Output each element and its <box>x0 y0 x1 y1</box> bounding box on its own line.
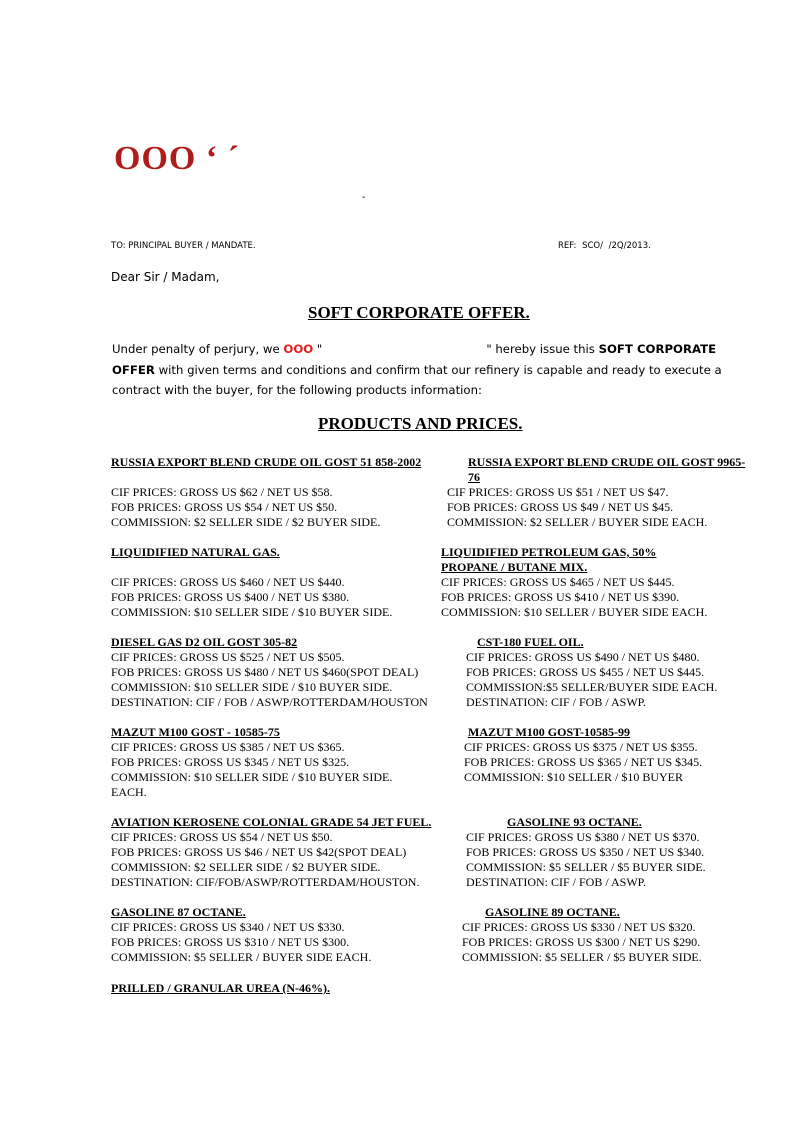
product-line: CIF PRICES: GROSS US $340 / NET US $330. <box>111 920 345 934</box>
product-heading: GASOLINE 93 OCTANE. <box>507 815 642 829</box>
product-line: FOB PRICES: GROSS US $345 / NET US $325. <box>111 755 350 769</box>
product-block <box>111 725 451 800</box>
product-line: COMMISSION: $10 SELLER / BUYER SIDE EACH. <box>441 605 708 619</box>
product-block <box>485 905 685 920</box>
product-line: CIF PRICES: GROSS US $490 / NET US $480. <box>466 650 700 664</box>
product-block <box>447 485 787 530</box>
intro-text-4: with given terms and conditions and confirm that our refinery is capable and ready to execute a contract with the buyer, for the following products information: <box>112 362 722 397</box>
product-line: EACH. <box>111 785 147 799</box>
product-line: FOB PRICES: GROSS US $310 / NET US $300. <box>111 935 350 949</box>
intro-text-1: Under penalty of perjury, we <box>112 342 284 356</box>
product-heading: GASOLINE 89 OCTANE. <box>485 905 620 919</box>
product-heading: LIQUIDIFIED PETROLEUM GAS, 50% PROPANE / BUTANE MIX. <box>441 545 657 574</box>
product-block <box>111 455 451 530</box>
product-line: FOB PRICES: GROSS US $410 / NET US $390. <box>441 590 680 604</box>
product-block <box>462 920 800 965</box>
intro-bold: SOFT CORPORATE OFFER <box>112 342 717 377</box>
product-block <box>111 815 451 890</box>
product-block <box>111 635 451 710</box>
to-line: TO: PRINCIPAL BUYER / MANDATE. <box>111 241 256 251</box>
product-heading: GASOLINE 87 OCTANE. <box>111 905 246 919</box>
product-line: DESTINATION: CIF / FOB / ASWP. <box>466 875 647 889</box>
intro-paragraph <box>112 339 722 401</box>
product-block <box>468 455 748 485</box>
product-line: DESTINATION: CIF / FOB / ASWP/ROTTERDAM/HOUSTON <box>111 695 428 709</box>
product-line: CIF PRICES: GROSS US $460 / NET US $440. <box>111 575 345 589</box>
product-line: FOB PRICES: GROSS US $400 / NET US $380. <box>111 590 350 604</box>
product-heading: AVIATION KEROSENE COLONIAL GRADE 54 JET FUEL. <box>111 815 432 829</box>
product-line: COMMISSION: $2 SELLER SIDE / $2 BUYER SIDE. <box>111 860 381 874</box>
product-line: COMMISSION: $10 SELLER / $10 BUYER <box>464 770 684 784</box>
product-line: FOB PRICES: GROSS US $300 / NET US $290. <box>462 935 701 949</box>
intro-text-3: " hereby issue this <box>486 342 599 356</box>
product-block <box>111 905 451 965</box>
product-line: COMMISSION: $10 SELLER SIDE / $10 BUYER SIDE. <box>111 680 393 694</box>
product-block <box>477 635 800 650</box>
salutation: Dear Sir / Madam, <box>111 270 220 284</box>
product-heading: CST-180 FUEL OIL. <box>477 635 584 649</box>
product-block <box>468 725 800 740</box>
product-line: FOB PRICES: GROSS US $49 / NET US $45. <box>447 500 674 514</box>
product-line: COMMISSION: $10 SELLER SIDE / $10 BUYER SIDE. <box>111 605 393 619</box>
product-heading: RUSSIA EXPORT BLEND CRUDE OIL GOST 9965-76 <box>468 455 746 484</box>
product-line: CIF PRICES: GROSS US $51 / NET US $47. <box>447 485 669 499</box>
product-line: COMMISSION:$5 SELLER/BUYER SIDE EACH. <box>466 680 718 694</box>
product-line: COMMISSION: $5 SELLER / BUYER SIDE EACH. <box>111 950 372 964</box>
product-block <box>111 545 451 620</box>
letterhead-dash: - <box>362 192 366 203</box>
product-line: DESTINATION: CIF/FOB/ASWP/ROTTERDAM/HOUSTON. <box>111 875 420 889</box>
offer-title: SOFT CORPORATE OFFER. <box>308 303 530 322</box>
product-line: FOB PRICES: GROSS US $480 / NET US $460(SPOT DEAL) <box>111 665 419 679</box>
product-heading: RUSSIA EXPORT BLEND CRUDE OIL GOST 51 858-2002 <box>111 455 422 469</box>
product-block <box>464 740 800 785</box>
product-line: FOB PRICES: GROSS US $455 / NET US $445. <box>466 665 705 679</box>
last-product-heading: PRILLED / GRANULAR UREA (N-46%). <box>111 981 331 995</box>
product-line: FOB PRICES: GROSS US $365 / NET US $345. <box>464 755 703 769</box>
product-block <box>441 545 708 620</box>
product-line: FOB PRICES: GROSS US $46 / NET US $42(SPOT DEAL) <box>111 845 407 859</box>
ref-line: REF: SCO/ /2Q/2013. <box>558 241 651 251</box>
product-heading: MAZUT M100 GOST - 10585-75 <box>111 725 280 739</box>
product-line: CIF PRICES: GROSS US $525 / NET US $505. <box>111 650 345 664</box>
product-line: COMMISSION: $10 SELLER SIDE / $10 BUYER SIDE. <box>111 770 393 784</box>
product-heading: MAZUT M100 GOST-10585-99 <box>468 725 631 739</box>
products-title: PRODUCTS AND PRICES. <box>318 414 523 433</box>
product-line: COMMISSION: $5 SELLER / $5 BUYER SIDE. <box>462 950 702 964</box>
product-line: CIF PRICES: GROSS US $465 / NET US $445. <box>441 575 675 589</box>
product-line: COMMISSION: $2 SELLER / BUYER SIDE EACH. <box>447 515 708 529</box>
product-heading: LIQUIDIFIED NATURAL GAS. <box>111 545 280 559</box>
product-line: CIF PRICES: GROSS US $62 / NET US $58. <box>111 485 333 499</box>
product-block <box>507 815 707 830</box>
product-block <box>466 650 800 710</box>
product-line: DESTINATION: CIF / FOB / ASWP. <box>466 695 647 709</box>
product-block <box>466 830 800 890</box>
product-line: FOB PRICES: GROSS US $54 / NET US $50. <box>111 500 338 514</box>
product-line: CIF PRICES: GROSS US $375 / NET US $355. <box>464 740 698 754</box>
product-line: CIF PRICES: GROSS US $385 / NET US $365. <box>111 740 345 754</box>
product-line: CIF PRICES: GROSS US $380 / NET US $370. <box>466 830 700 844</box>
product-line: FOB PRICES: GROSS US $350 / NET US $340. <box>466 845 705 859</box>
intro-text-2: " <box>313 342 323 356</box>
product-line: CIF PRICES: GROSS US $330 / NET US $320. <box>462 920 696 934</box>
product-heading: DIESEL GAS D2 OIL GOST 305-82 <box>111 635 298 649</box>
product-line: COMMISSION: $2 SELLER SIDE / $2 BUYER SIDE. <box>111 515 381 529</box>
company-logo: OOO ‘ ´ <box>114 140 240 177</box>
product-line: COMMISSION: $5 SELLER / $5 BUYER SIDE. <box>466 860 706 874</box>
product-line: CIF PRICES: GROSS US $54 / NET US $50. <box>111 830 333 844</box>
intro-company: OOO <box>283 342 314 356</box>
